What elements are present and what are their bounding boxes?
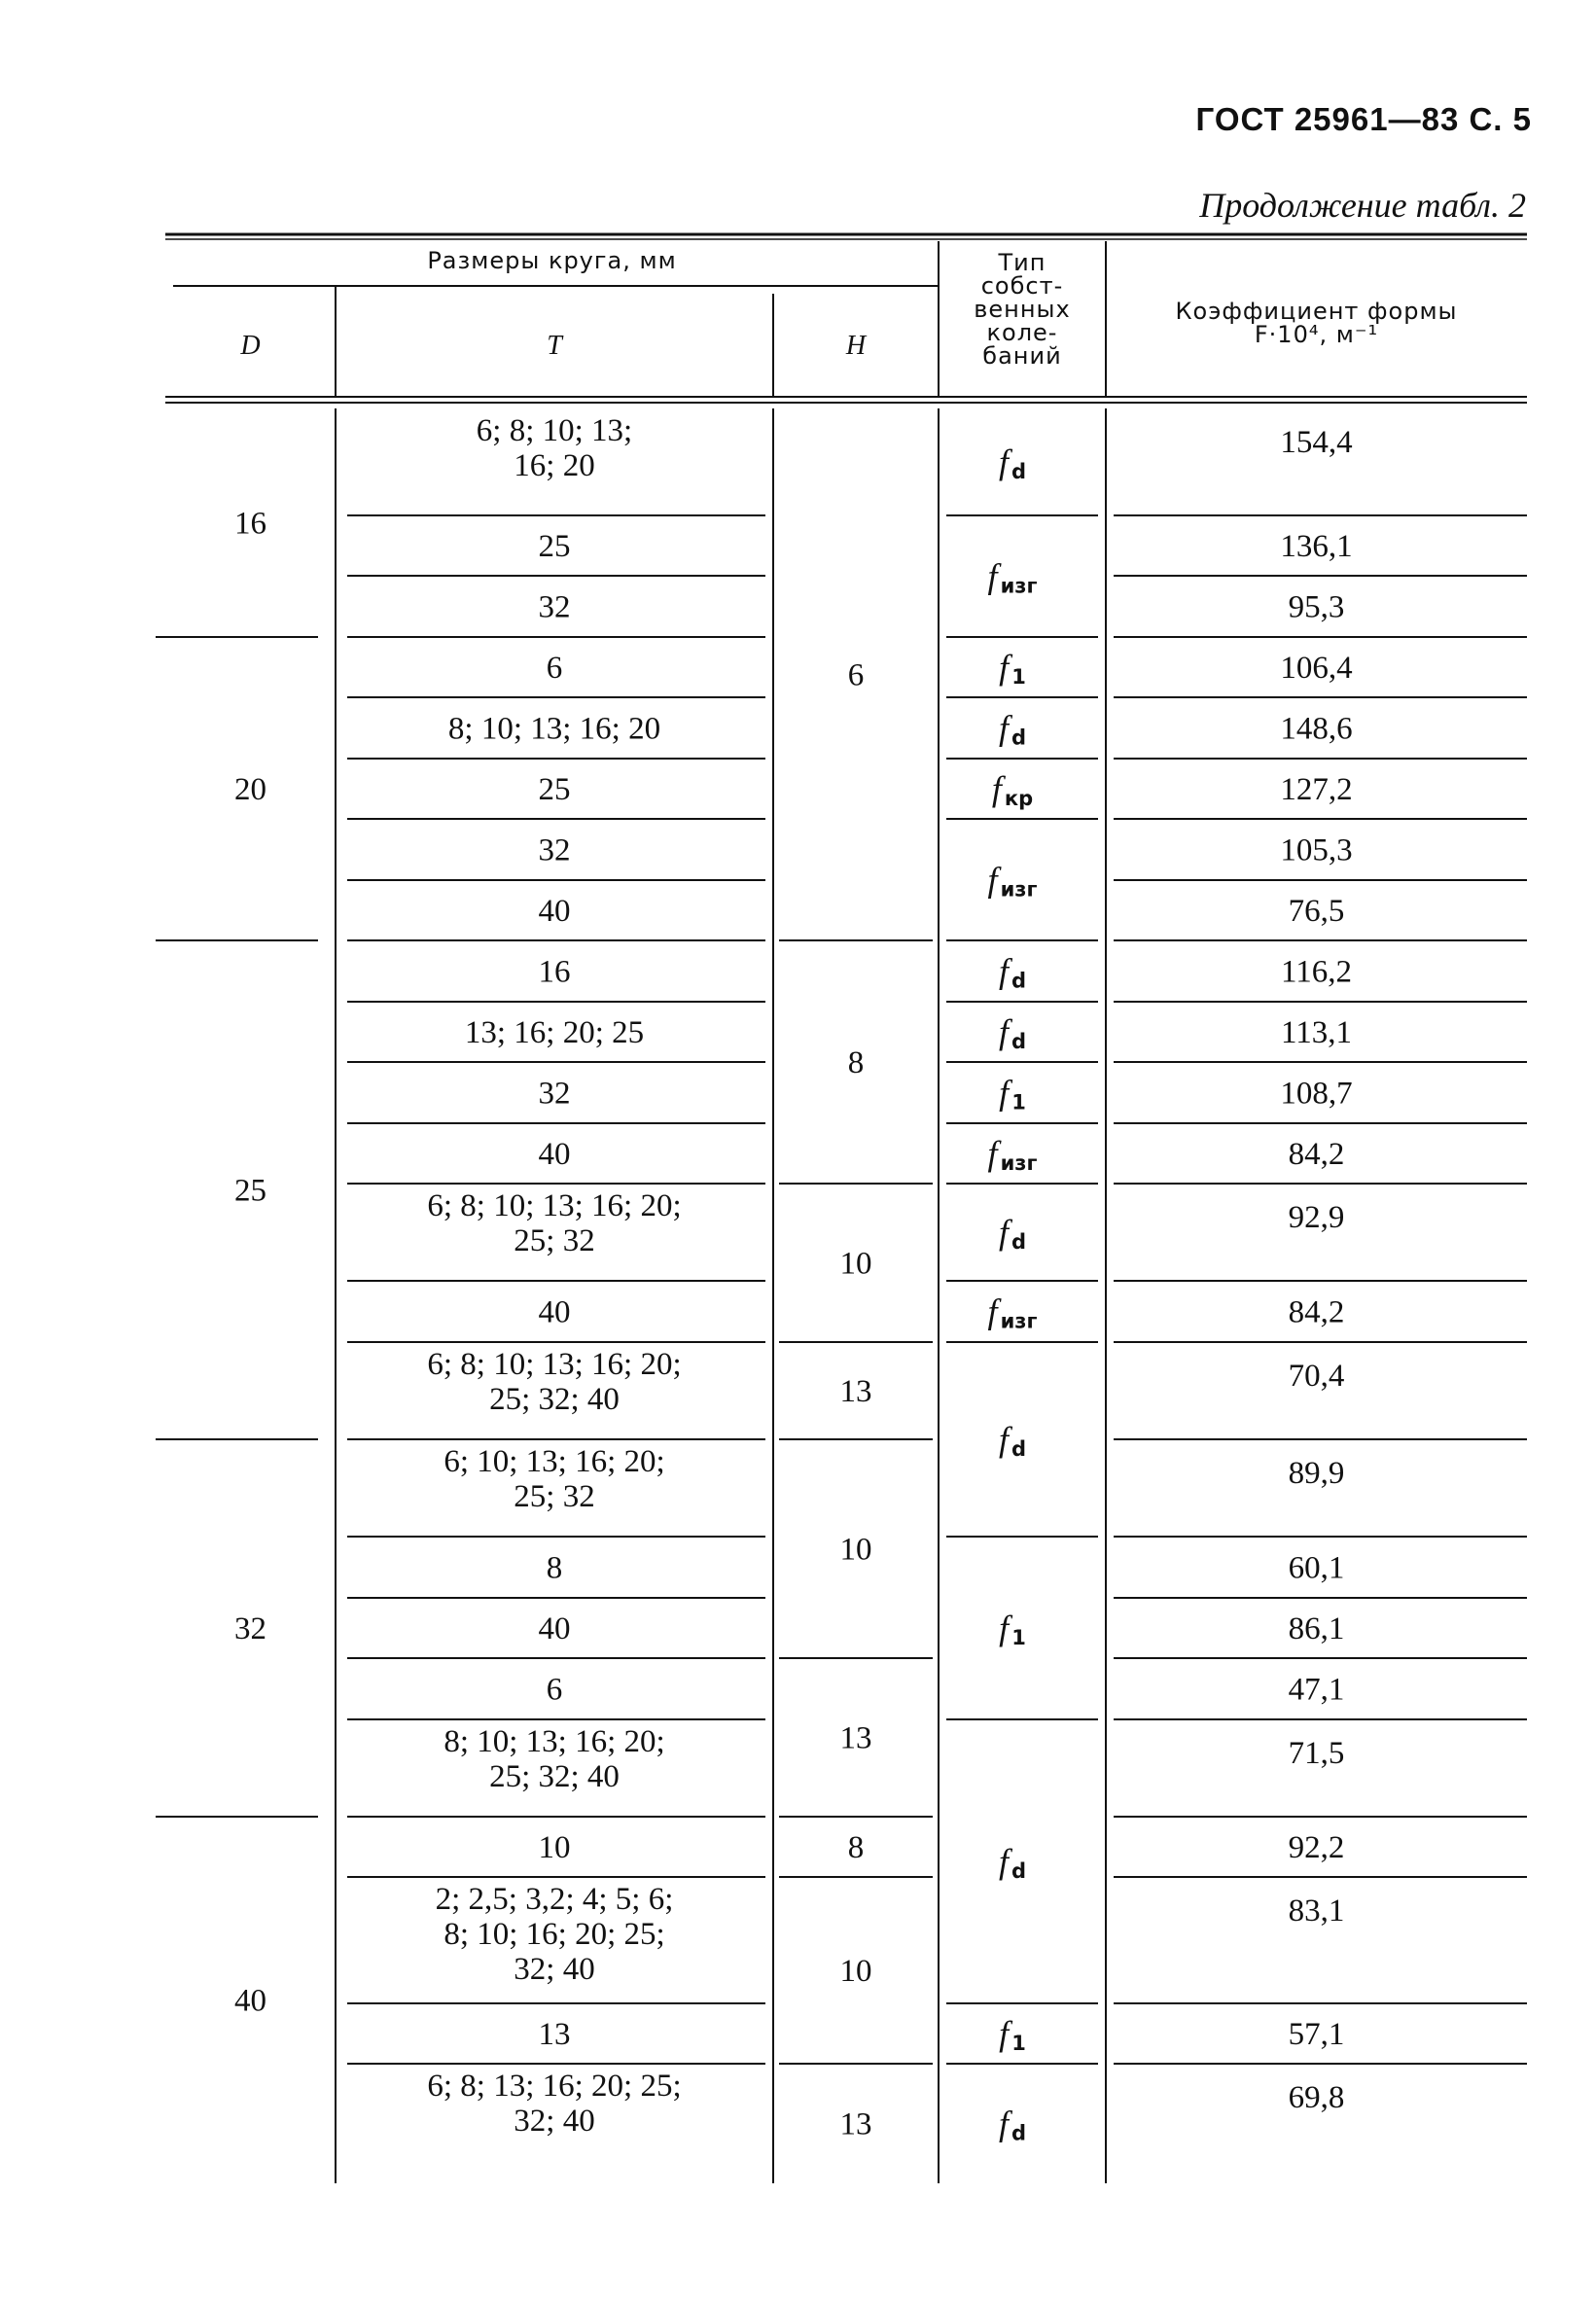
vibration-type-symbol: fизг xyxy=(987,556,1038,598)
vibration-type-symbol: fd xyxy=(998,708,1027,750)
table-cell-coefficient: 47,1 xyxy=(1288,1672,1345,1708)
table-cell-t: 32; 40 xyxy=(514,1952,595,1987)
table-cell-coefficient: 106,4 xyxy=(1280,651,1353,686)
table-continuation-caption: Продолжение табл. 2 xyxy=(1199,186,1526,225)
vibration-type-symbol: fd xyxy=(998,1012,1027,1053)
table-cell-coefficient: 57,1 xyxy=(1288,2017,1345,2052)
table-cell-t: 13; 16; 20; 25 xyxy=(464,1015,645,1050)
standard-page-header: ГОСТ 25961—83 С. 5 xyxy=(1195,101,1532,137)
table-cell-t: 32 xyxy=(538,1076,571,1112)
col-header-t: T xyxy=(547,331,562,361)
col-header-h: H xyxy=(845,331,867,361)
table-cell-t: 8; 10; 16; 20; 25; xyxy=(443,1917,665,1952)
table-cell-t: 6 xyxy=(546,651,563,686)
vibration-type-symbol: fd xyxy=(998,1842,1027,1883)
table-cell-coefficient: 60,1 xyxy=(1288,1550,1345,1586)
table-cell-t: 40 xyxy=(538,894,571,929)
table-cell-coefficient: 84,2 xyxy=(1288,1137,1345,1172)
col-header-coefficient: Коэффициент формы xyxy=(1175,298,1458,325)
table-cell-h: 10 xyxy=(839,1246,872,1282)
col-header-type: собст- xyxy=(980,272,1064,300)
table-cell-t: 40 xyxy=(538,1611,571,1646)
col-header-type: венных xyxy=(974,296,1071,323)
table-cell-coefficient: 76,5 xyxy=(1288,894,1345,929)
table-cell-t: 6; 10; 13; 16; 20; xyxy=(443,1444,665,1479)
table-cell-t: 16; 20 xyxy=(514,448,595,483)
vibration-type-symbol: fd xyxy=(998,2104,1027,2145)
vibration-type-symbol: f 1 xyxy=(999,648,1026,689)
table-cell-h: 13 xyxy=(839,1720,872,1756)
table-cell-t: 2; 2,5; 3,2; 4; 5; 6; xyxy=(435,1882,674,1917)
table-cell-t: 6; 8; 10; 13; 16; 20; xyxy=(427,1188,682,1223)
table-cell-t: 25 xyxy=(538,772,571,807)
vibration-type-symbol: fизг xyxy=(987,1292,1038,1333)
col-header-d: D xyxy=(240,331,261,361)
table-cell-coefficient: 95,3 xyxy=(1288,589,1345,625)
table-cell-t: 6; 8; 10; 13; 16; 20; xyxy=(427,1347,682,1382)
table-cell-coefficient: 92,9 xyxy=(1288,1200,1345,1235)
group-header-label: Размеры круга, мм xyxy=(427,247,677,274)
col-header-type: Тип xyxy=(998,249,1046,276)
table-cell-t: 6 xyxy=(546,1672,563,1708)
table-cell-coefficient: 84,2 xyxy=(1288,1294,1345,1330)
col-header-coefficient-unit: F·10⁴, м⁻¹ xyxy=(1254,321,1379,348)
vibration-type-symbol: fd xyxy=(998,442,1027,483)
table-cell-t: 8; 10; 13; 16; 20 xyxy=(447,711,661,747)
table-cell-d: 20 xyxy=(234,772,266,807)
table-cell-h: 13 xyxy=(839,2106,872,2142)
table-cell-t: 6; 8; 10; 13; xyxy=(476,413,633,448)
table-cell-t: 40 xyxy=(538,1294,571,1330)
table-cell-t: 32 xyxy=(538,589,571,625)
vibration-type-symbol: fd xyxy=(998,951,1027,993)
table-cell-d: 16 xyxy=(234,506,266,542)
table-cell-coefficient: 105,3 xyxy=(1280,832,1353,868)
table-cell-t: 25; 32; 40 xyxy=(489,1382,620,1417)
table-cell-t: 25; 32 xyxy=(514,1223,595,1258)
vibration-type-symbol: f 1 xyxy=(999,2014,1026,2055)
table-cell-coefficient: 69,8 xyxy=(1288,2080,1345,2115)
vibration-type-symbol: fкр xyxy=(991,769,1034,810)
vibration-type-symbol: f 1 xyxy=(999,1073,1026,1115)
table-cell-t: 25 xyxy=(538,529,571,564)
col-header-type: баний xyxy=(982,342,1062,370)
table-cell-coefficient: 127,2 xyxy=(1280,772,1353,807)
table-cell-t: 25; 32; 40 xyxy=(489,1759,620,1794)
table-cell-h: 13 xyxy=(839,1374,872,1409)
table-cell-t: 40 xyxy=(538,1137,571,1172)
table-cell-h: 8 xyxy=(847,1045,865,1080)
table-cell-h: 10 xyxy=(839,1532,872,1568)
table-cell-t: 10 xyxy=(538,1830,571,1865)
table-cell-t: 8 xyxy=(546,1550,563,1586)
table-cell-t: 16 xyxy=(538,954,571,990)
table-cell-coefficient: 70,4 xyxy=(1288,1359,1345,1394)
table-cell-coefficient: 89,9 xyxy=(1288,1456,1345,1491)
vibration-type-symbol: fизг xyxy=(987,860,1038,902)
table-cell-coefficient: 83,1 xyxy=(1288,1893,1345,1928)
table-cell-h: 8 xyxy=(847,1830,865,1865)
table-cell-coefficient: 116,2 xyxy=(1280,954,1353,990)
table-cell-h: 6 xyxy=(847,657,865,693)
table-cell-coefficient: 92,2 xyxy=(1288,1830,1345,1865)
vibration-type-symbol: fd xyxy=(998,1213,1027,1254)
table-cell-d: 25 xyxy=(234,1173,266,1209)
table-cell-coefficient: 113,1 xyxy=(1280,1015,1353,1050)
table-cell-h: 10 xyxy=(839,1954,872,1989)
table-cell-d: 40 xyxy=(234,1983,266,2019)
table-cell-coefficient: 154,4 xyxy=(1280,425,1353,460)
table-cell-t: 8; 10; 13; 16; 20; xyxy=(443,1724,665,1759)
table-cell-coefficient: 136,1 xyxy=(1280,529,1353,564)
table-cell-t: 25; 32 xyxy=(514,1479,595,1514)
table-cell-coefficient: 86,1 xyxy=(1288,1611,1345,1646)
table-cell-coefficient: 71,5 xyxy=(1288,1736,1345,1771)
vibration-type-symbol: fd xyxy=(998,1420,1027,1461)
table-cell-t: 32 xyxy=(538,832,571,868)
vibration-type-symbol: fизг xyxy=(987,1134,1038,1175)
table-cell-coefficient: 148,6 xyxy=(1280,711,1353,747)
col-header-type: коле- xyxy=(986,319,1058,346)
table-cell-d: 32 xyxy=(234,1611,266,1646)
table-cell-t: 6; 8; 13; 16; 20; 25; xyxy=(427,2069,682,2104)
vibration-type-symbol: f 1 xyxy=(999,1609,1026,1649)
table-cell-t: 32; 40 xyxy=(514,2104,595,2139)
table-cell-coefficient: 108,7 xyxy=(1280,1076,1353,1112)
table-cell-t: 13 xyxy=(538,2017,571,2052)
